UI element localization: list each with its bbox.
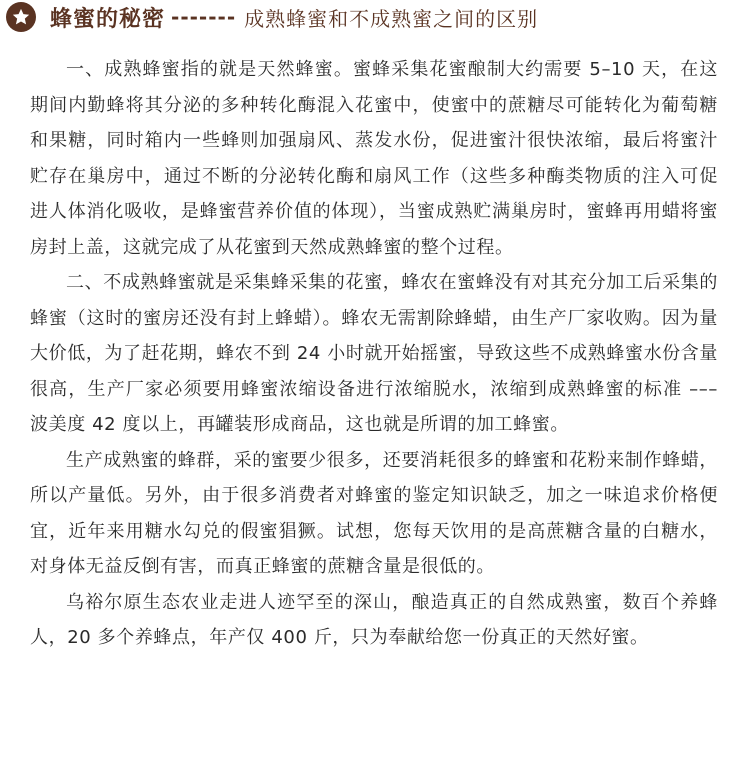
page-subtitle: 成熟蜂蜜和不成熟蜜之间的区别 bbox=[244, 6, 539, 31]
title-separator: ------- bbox=[171, 5, 237, 29]
section-header bbox=[6, 0, 538, 34]
star-icon bbox=[6, 2, 36, 32]
paragraph-immature-honey: 二、不成熟蜂蜜就是采集蜂采集的花蜜，蜂农在蜜蜂没有对其充分加工后采集的蜂蜜（这时的蜜房还没有封上蜂蜡）。蜂农无需割除蜂蜡，由生产厂家收购。因为量大价低，为了赶花期，蜂农不到 24 小时就开始摇蜜，导致这些不成熟蜂蜜水份含量很高，生产厂家必须要用蜂蜜浓缩设备进行浓缩脱水，浓缩到成熟蜂蜜的标准 ––– 波美度 42 度以上，再罐装形成商品，这也就是所谓的加工蜂蜜。 bbox=[30, 272, 718, 435]
paragraph-mature-honey: 一、成熟蜂蜜指的就是天然蜂蜜。蜜蜂采集花蜜酿制大约需要 5–10 天，在这期间内勤蜂将其分泌的多种转化酶混入花蜜中，使蜜中的蔗糖尽可能转化为葡萄糖和果糖，同时箱内一些蜂则加强扇风、蒸发水份，促进蜜汁很快浓缩，最后将蜜汁贮存在巢房中，通过不断的分泌转化酶和扇风工作（这些多种酶类物质的注入可促进人体消化吸收，是蜂蜜营养价值的体现），当蜜成熟贮满巢房时，蜜蜂再用蜡将蜜房封上盖，这就完成了从花蜜到天然成熟蜂蜜的整个过程。 bbox=[30, 59, 718, 258]
article-body bbox=[30, 52, 718, 656]
paragraph-production: 生产成熟蜜的蜂群，采的蜜要少很多，还要消耗很多的蜂蜜和花粉来制作蜂蜡，所以产量低。另外，由于很多消费者对蜂蜜的鉴定知识缺乏，加之一味追求价格便宜，近年来用糖水勾兑的假蜜猖獗。试想，您每天饮用的是高蔗糖含量的白糖水，对身体无益反倒有害，而真正蜂蜜的蔗糖含量是很低的。 bbox=[30, 449, 718, 577]
star-icon-glyph bbox=[11, 7, 31, 27]
page-title: 蜂蜜的秘密 bbox=[50, 6, 166, 32]
paragraph-brand: 乌裕尔原生态农业走进人迹罕至的深山，酿造真正的自然成熟蜜，数百个养蜂人，20 多个养蜂点，年产仅 400 斤，只为奉献给您一份真正的天然好蜜。 bbox=[30, 591, 718, 648]
